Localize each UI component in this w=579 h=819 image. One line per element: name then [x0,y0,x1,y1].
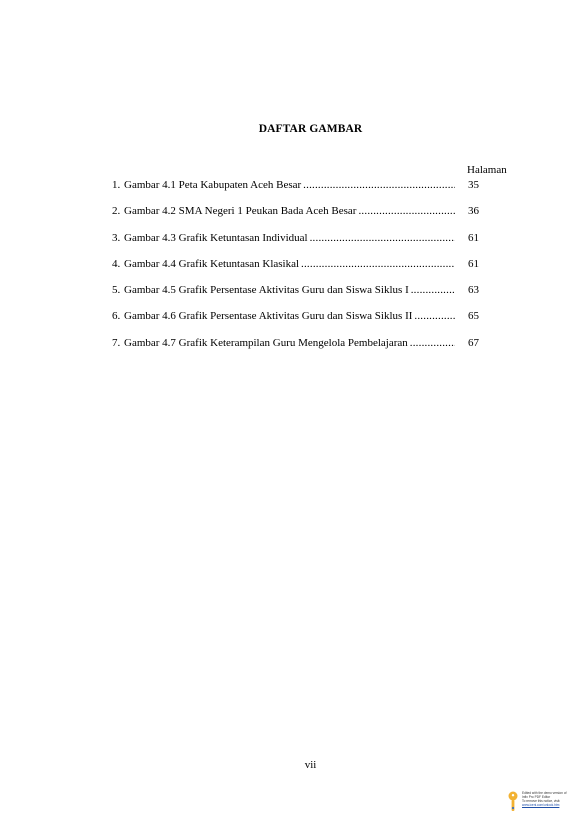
figure-item-page: 63 [468,284,479,297]
figure-item-number: 5. [112,284,121,297]
figure-item-number: 6. [112,310,121,323]
page-column-header: Halaman [467,164,507,176]
dot-leader [414,309,455,323]
figure-item-label: Gambar 4.1 Peta Kabupaten Aceh Besar [124,179,302,191]
figure-item-page: 61 [468,257,479,270]
dot-leader [301,257,455,271]
dot-leader [410,336,455,350]
infix-logo-icon [507,791,519,813]
figure-list-item [112,231,490,257]
watermark-line: Edited with the demo version of [522,791,567,795]
figure-item-page: 65 [468,310,479,323]
figure-list-item [112,204,490,230]
watermark-link[interactable]: www.iceni.com/unlock.htm [522,803,560,807]
figure-item-label: Gambar 4.4 Grafik Ketuntasan Klasikal [124,257,300,270]
figure-item-label: Gambar 4.7 Grafik Keterampilan Guru Mengelola Pembelajaran [124,336,408,349]
figure-item-page: 35 [468,179,479,191]
figure-item-number: 3. [112,231,121,244]
figure-item-label: Gambar 4.6 Grafik Persentase Aktivitas Guru dan Siswa Siklus II [124,310,413,323]
figure-list-item [112,257,490,283]
figure-item-label: Gambar 4.5 Grafik Persentase Aktivitas Guru dan Siswa Siklus I [124,284,409,297]
watermark-line: Infix Pro PDF Editor [522,795,551,799]
figure-list-item [112,336,490,362]
figure-item-number: 4. [112,257,121,270]
figure-item-page: 67 [468,336,479,349]
figure-item-page: 36 [468,205,479,218]
figure-item-page: 61 [468,231,479,244]
dot-leader [411,283,455,297]
figure-item-number: 1. [112,179,121,191]
dot-leader [303,178,455,192]
page-number: vii [304,759,317,771]
figure-list-item [112,178,490,204]
watermark-line: To remove this notice, visit: [522,799,561,803]
figure-item-label: Gambar 4.3 Grafik Ketuntasan Individual [124,231,308,244]
figure-item-number: 2. [112,205,121,218]
dot-leader [358,204,455,218]
figure-list-item [112,309,490,335]
figure-list-item [112,283,490,309]
page-title: DAFTAR GAMBAR [258,123,363,135]
figure-item-number: 7. [112,336,121,349]
figure-item-label: Gambar 4.2 SMA Negeri 1 Peukan Bada Aceh Besar [124,205,357,218]
figure-list [112,178,490,362]
dot-leader [310,231,455,245]
editor-watermark [507,791,573,815]
